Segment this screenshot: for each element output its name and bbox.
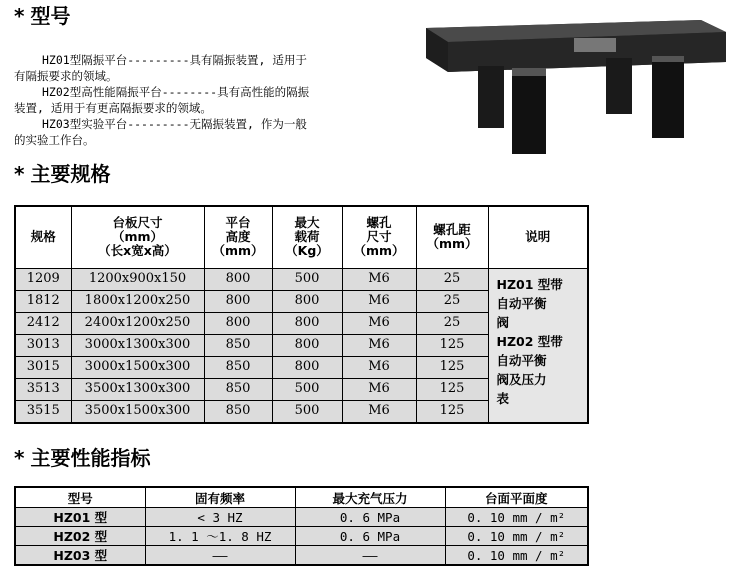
spec-cell: 125 [416,378,488,400]
perf-cell: HZ03 型 [15,546,145,566]
spec-cell: 850 [204,356,272,378]
spec-cell: 500 [272,268,342,290]
intro-line: 有隔振要求的领域。 [14,69,118,83]
spec-cell: 3000x1300x300 [71,334,204,356]
spec-cell: 3000x1500x300 [71,356,204,378]
star-icon: * [14,162,25,186]
spec-cell: 500 [272,400,342,423]
section-heading-performance [14,446,150,470]
spec-cell: 800 [272,312,342,334]
section-title: 主要规格 [30,162,111,186]
perf-header-cell: 最大充气压力 [295,487,445,508]
spec-header-cell: 台板尺寸 （mm） （长x宽x高） [71,206,204,268]
spec-header-cell: 说明 [488,206,588,268]
table-row [15,508,588,527]
spec-cell: 3500x1500x300 [71,400,204,423]
spec-cell: 1800x1200x250 [71,290,204,312]
spec-cell: 850 [204,378,272,400]
spec-cell: M6 [342,400,416,423]
perf-header-cell: 台面平面度 [445,487,588,508]
spec-cell: 800 [204,290,272,312]
spec-cell: 800 [272,356,342,378]
perf-cell: —— [145,546,295,566]
performance-table [14,486,589,566]
section-heading-model [14,4,70,28]
spec-cell: 800 [204,312,272,334]
perf-header-cell: 固有频率 [145,487,295,508]
intro-line: HZ02型高性能隔振平台--------具有高性能的隔振 [42,85,310,99]
spec-cell: 800 [272,334,342,356]
spec-cell: 3513 [15,378,71,400]
spec-cell: 850 [204,334,272,356]
section-title: 主要性能指标 [30,446,151,470]
perf-cell: < 3 HZ [145,508,295,527]
perf-cell: 0. 10 mm / m² [445,546,588,566]
spec-table [14,205,589,424]
spec-cell: M6 [342,378,416,400]
perf-cell: HZ01 型 [15,508,145,527]
model-intro [14,52,424,148]
intro-line: 装置, 适用于有更高隔振要求的领域。 [14,101,212,115]
spec-cell: M6 [342,312,416,334]
spec-cell: M6 [342,290,416,312]
intro-line: 的实验工作台。 [14,133,95,147]
spec-cell: 800 [204,268,272,290]
section-title: 型号 [30,4,71,28]
spec-cell: 1812 [15,290,71,312]
perf-header-row [15,487,588,508]
table-row [15,527,588,546]
perf-cell: 0. 6 MPa [295,508,445,527]
perf-header-cell: 型号 [15,487,145,508]
spec-cell: 125 [416,334,488,356]
spec-cell: 125 [416,356,488,378]
section-heading-spec [14,162,110,186]
perf-cell: 1. 1 ～1. 8 HZ [145,527,295,546]
spec-cell: 850 [204,400,272,423]
spec-cell: 1200x900x150 [71,268,204,290]
spec-cell: 3500x1300x300 [71,378,204,400]
perf-cell: 0. 10 mm / m² [445,508,588,527]
table-row [15,268,588,290]
spec-cell: 800 [272,290,342,312]
spec-cell: 3013 [15,334,71,356]
optical-table-photo [426,20,726,160]
perf-cell: HZ02 型 [15,527,145,546]
spec-cell: 25 [416,290,488,312]
spec-cell: 2400x1200x250 [71,312,204,334]
spec-cell: 500 [272,378,342,400]
spec-header-cell: 最大 载荷 （Kg） [272,206,342,268]
spec-header-cell: 螺孔距 （mm） [416,206,488,268]
spec-cell: M6 [342,356,416,378]
spec-header-cell: 规格 [15,206,71,268]
perf-cell: 0. 10 mm / m² [445,527,588,546]
spec-cell: 3015 [15,356,71,378]
perf-cell: —— [295,546,445,566]
spec-cell: M6 [342,334,416,356]
spec-cell: 2412 [15,312,71,334]
spec-cell: 25 [416,268,488,290]
spec-cell: 125 [416,400,488,423]
star-icon: * [14,446,25,470]
spec-note: HZ01 型带 自动平衡 阀 HZ02 型带 自动平衡 阀及压力 表 [488,268,588,423]
spec-cell: M6 [342,268,416,290]
spec-header-cell: 螺孔 尺寸 （mm） [342,206,416,268]
star-icon: * [14,4,25,28]
spec-header-cell: 平台 高度 （mm） [204,206,272,268]
spec-header-row [15,206,588,268]
spec-cell: 25 [416,312,488,334]
table-row [15,546,588,566]
intro-line: HZ03型实验平台---------无隔振装置, 作为一般 [42,117,307,131]
spec-cell: 3515 [15,400,71,423]
perf-cell: 0. 6 MPa [295,527,445,546]
intro-line: HZ01型隔振平台---------具有隔振装置, 适用于 [42,53,307,67]
spec-cell: 1209 [15,268,71,290]
